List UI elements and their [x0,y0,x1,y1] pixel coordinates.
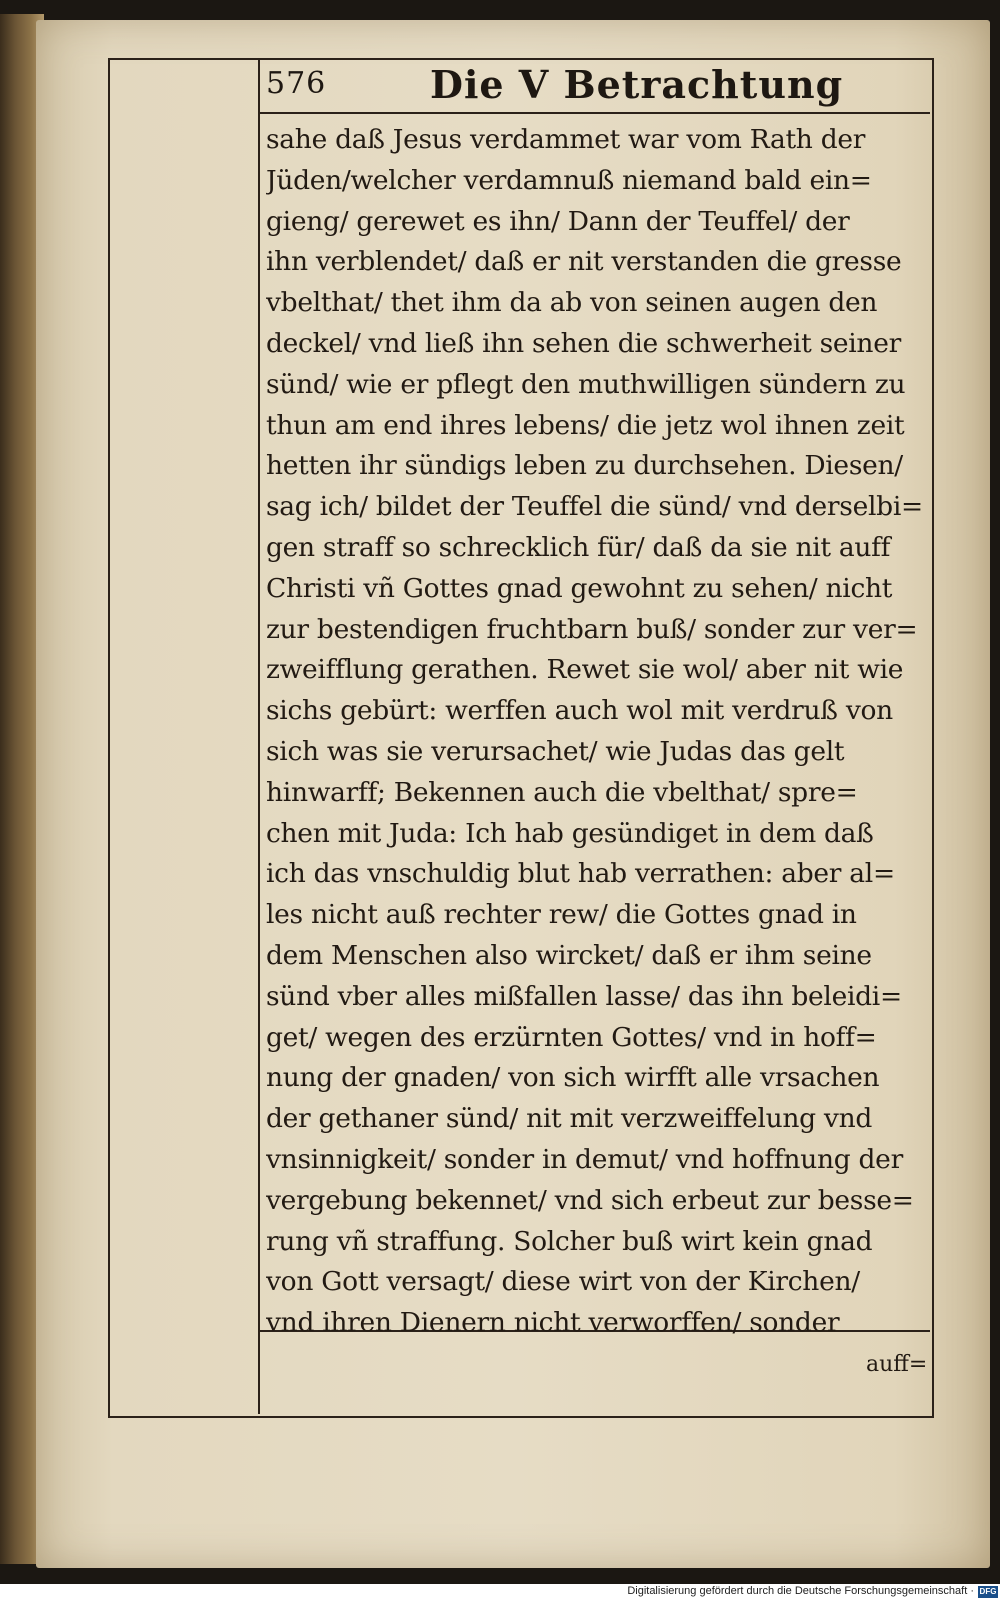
text-line: sünd/ wie er pflegt den muthwilligen sündern zu [266,368,906,400]
text-line: dem Menschen also wircket/ daß er ihm seine [266,939,872,971]
text-line: zweifflung gerathen. Rewet sie wol/ aber nit wie [266,654,904,686]
text-line: Jüden/welcher verdamnuß niemand bald ein= [266,164,872,196]
catchword: auff= [866,1352,928,1377]
dfg-logo: DFG [979,1587,997,1596]
text-line: sag ich/ bildet der Teuffel die sünd/ vnd derselbi= [266,491,923,523]
page-number: 576 [266,66,327,101]
text-line: get/ wegen des erzürnten Gottes/ vnd in hoff= [266,1021,877,1053]
running-head: Die V Betrachtung [430,62,844,107]
text-line: sünd vber alles mißfallen lasse/ das ihn beleidi= [266,980,902,1012]
text-line: Christi vñ Gottes gnad gewohnt zu sehen/ nicht [266,572,893,604]
text-line: zur bestendigen fruchtbarn buß/ sonder zur ver= [266,613,918,645]
text-line: der gethaner sünd/ nit mit verzweiffelung vnd [266,1103,873,1135]
text-line: hinwarff; Bekennen auch die vbelthat/ spre= [266,776,858,808]
text-line: von Gott versagt/ diese wirt von der Kirchen/ [266,1266,860,1298]
text-line: chen mit Juda: Ich hab gesündiget in dem daß [266,817,874,849]
text-line: ihn verblendet/ daß er nit verstanden die gresse [266,246,902,278]
body-text [266,120,930,1344]
text-line: nung der gnaden/ von sich wirfft alle vrsachen [266,1062,880,1094]
margin-rule [258,60,260,1414]
text-line: sich was sie verursachet/ wie Judas das gelt [266,735,845,767]
text-line: rung vñ straffung. Solcher buß wirt kein gnad [266,1225,873,1257]
text-line: sichs gebürt: werffen auch wol mit verdruß von [266,695,893,727]
text-line: vbelthat/ thet ihm da ab von seinen augen den [266,287,878,319]
text-line: gen straff so schrecklich für/ daß da sie nit auff [266,531,891,563]
text-line: hetten ihr sündigs leben zu durchsehen. Diesen/ [266,450,903,482]
text-line: gieng/ gerewet es ihn/ Dann der Teuffel/ der [266,205,850,237]
text-line: les nicht auß rechter rew/ die Gottes gnad in [266,899,857,931]
text-line: vergebung bekennet/ vnd sich erbeut zur besse= [266,1184,914,1216]
text-line: deckel/ vnd ließ ihn sehen die schwerheit seiner [266,327,901,359]
text-line: ich das vnschuldig blut hab verrathen: aber al= [266,858,895,890]
header-rule [258,112,930,114]
text-line: vnsinnigkeit/ sonder in demut/ vnd hoffnung der [266,1143,903,1175]
text-line: sahe daß Jesus verdammet war vom Rath der [266,124,866,155]
text-line: vnd ihren Dienern nicht verworffen/ sonder [266,1307,840,1339]
funding-credit: Digitalisierung gefördert durch die Deutsche Forschungsgemeinschaft · [627,1585,974,1597]
text-line: thun am end ihres lebens/ die jetz wol ihnen zeit [266,409,905,441]
